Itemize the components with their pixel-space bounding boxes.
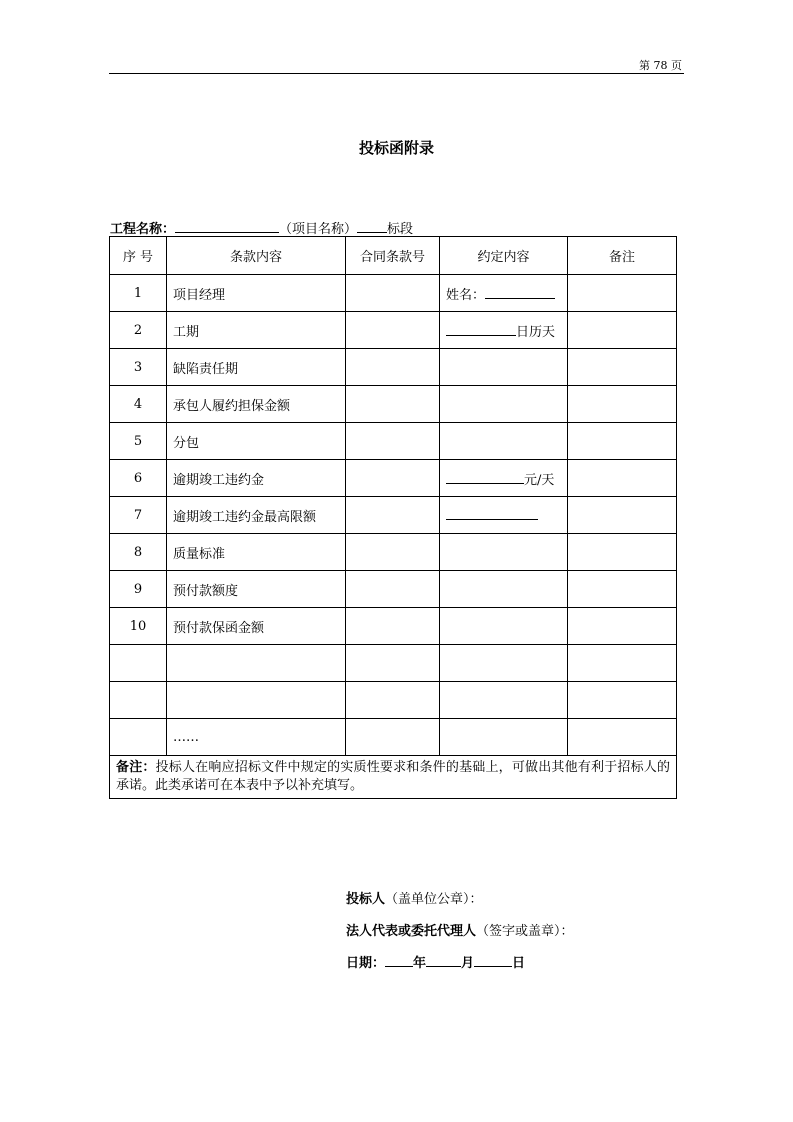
clause-content: 分包 <box>167 423 346 460</box>
table-row <box>110 275 677 312</box>
row-number <box>110 682 167 719</box>
row-number: 6 <box>110 460 167 497</box>
remark <box>568 460 677 497</box>
note-text: 投标人在响应招标文件中规定的实质性要求和条件的基础上，可做出其他有利于招标人的承诺。此类承诺可在本表中予以补充填写。 <box>116 760 670 793</box>
remark <box>568 645 677 682</box>
day-label: 日 <box>512 956 526 971</box>
terms-suffix: 元/天 <box>524 472 555 488</box>
section-suffix: 标段 <box>387 222 414 237</box>
agreed-terms <box>440 682 568 719</box>
project-name-line <box>110 218 413 237</box>
table-row <box>110 719 677 756</box>
remark <box>568 497 677 534</box>
fill-in-blank <box>446 470 524 484</box>
remark <box>568 719 677 756</box>
page-number: 第 78 页 <box>639 59 682 72</box>
row-number <box>110 645 167 682</box>
remark <box>568 349 677 386</box>
remark <box>568 534 677 571</box>
contract-clause-number <box>346 608 440 645</box>
contract-clause-number <box>346 460 440 497</box>
day-blank <box>474 954 512 967</box>
fill-in-blank <box>485 285 555 299</box>
table-row <box>110 460 677 497</box>
table-row <box>110 497 677 534</box>
note-cell <box>110 756 677 799</box>
table-body <box>110 275 677 756</box>
agreed-terms <box>440 534 568 571</box>
project-name-blank <box>175 220 279 233</box>
column-header-terms: 约定内容 <box>440 237 568 275</box>
header-rule <box>109 73 684 74</box>
contract-clause-number <box>346 719 440 756</box>
contract-clause-number <box>346 423 440 460</box>
column-header-no: 序 号 <box>110 237 167 275</box>
clause-content: 承包人履约担保金额 <box>167 386 346 423</box>
terms-prefix: 姓名： <box>446 287 486 303</box>
agreed-terms <box>440 719 568 756</box>
column-header-item: 条款内容 <box>167 237 346 275</box>
remark <box>568 423 677 460</box>
fill-in-blank <box>446 322 516 336</box>
contract-clause-number <box>346 349 440 386</box>
agreed-terms <box>440 497 568 534</box>
contract-clause-number <box>346 275 440 312</box>
agreed-terms <box>440 460 568 497</box>
table-header-row <box>110 237 677 275</box>
clause-content: …… <box>167 719 346 756</box>
remark <box>568 312 677 349</box>
representative-hint: （签字或盖章）： <box>476 924 574 939</box>
row-number: 10 <box>110 608 167 645</box>
remark <box>568 682 677 719</box>
clause-content: 质量标准 <box>167 534 346 571</box>
clause-content <box>167 645 346 682</box>
table-row <box>110 571 677 608</box>
terms-suffix: 日历天 <box>516 324 556 340</box>
row-number: 5 <box>110 423 167 460</box>
clause-content: 工期 <box>167 312 346 349</box>
row-number: 3 <box>110 349 167 386</box>
agreed-terms <box>440 423 568 460</box>
row-number: 4 <box>110 386 167 423</box>
row-number: 1 <box>110 275 167 312</box>
date-line <box>346 952 525 971</box>
row-number: 7 <box>110 497 167 534</box>
clause-content: 缺陷责任期 <box>167 349 346 386</box>
table-row <box>110 386 677 423</box>
agreed-terms <box>440 349 568 386</box>
note-label: 备注： <box>116 760 156 775</box>
contract-clause-number <box>346 645 440 682</box>
clause-content: 逾期竣工违约金 <box>167 460 346 497</box>
clause-content: 逾期竣工违约金最高限额 <box>167 497 346 534</box>
row-number: 9 <box>110 571 167 608</box>
note-row <box>110 756 677 799</box>
table-row <box>110 423 677 460</box>
clause-content <box>167 682 346 719</box>
date-label: 日期： <box>346 956 386 971</box>
table-row <box>110 534 677 571</box>
row-number <box>110 719 167 756</box>
table-row <box>110 349 677 386</box>
clause-content: 预付款保函金额 <box>167 608 346 645</box>
remark <box>568 386 677 423</box>
agreed-terms <box>440 386 568 423</box>
section-blank <box>357 220 387 233</box>
agreed-terms <box>440 275 568 312</box>
remark <box>568 608 677 645</box>
remark <box>568 275 677 312</box>
agreed-terms <box>440 571 568 608</box>
table-row <box>110 312 677 349</box>
project-name-label: 工程名称： <box>110 222 176 237</box>
contract-clause-number <box>346 534 440 571</box>
month-label: 月 <box>461 956 475 971</box>
representative-signature-line <box>346 920 574 939</box>
bidder-label: 投标人 <box>346 892 386 907</box>
clause-content: 预付款额度 <box>167 571 346 608</box>
page-title: 投标函附录 <box>358 139 434 157</box>
agreed-terms <box>440 312 568 349</box>
year-label: 年 <box>413 956 427 971</box>
representative-label: 法人代表或委托代理人 <box>346 924 477 939</box>
clause-content: 项目经理 <box>167 275 346 312</box>
contract-clause-number <box>346 497 440 534</box>
table-row <box>110 682 677 719</box>
fill-in-blank <box>446 506 538 520</box>
column-header-clause: 合同条款号 <box>346 237 440 275</box>
agreed-terms <box>440 608 568 645</box>
row-number: 2 <box>110 312 167 349</box>
bid-appendix-table <box>109 236 677 799</box>
bidder-hint: （盖单位公章）： <box>385 892 483 907</box>
table-row <box>110 608 677 645</box>
contract-clause-number <box>346 312 440 349</box>
column-header-remark: 备注 <box>568 237 677 275</box>
table-row <box>110 645 677 682</box>
agreed-terms <box>440 645 568 682</box>
row-number: 8 <box>110 534 167 571</box>
bidder-signature-line <box>346 888 483 907</box>
contract-clause-number <box>346 571 440 608</box>
month-blank <box>426 954 461 967</box>
year-blank <box>385 954 413 967</box>
contract-clause-number <box>346 682 440 719</box>
contract-clause-number <box>346 386 440 423</box>
project-name-hint: （项目名称） <box>279 222 358 237</box>
remark <box>568 571 677 608</box>
